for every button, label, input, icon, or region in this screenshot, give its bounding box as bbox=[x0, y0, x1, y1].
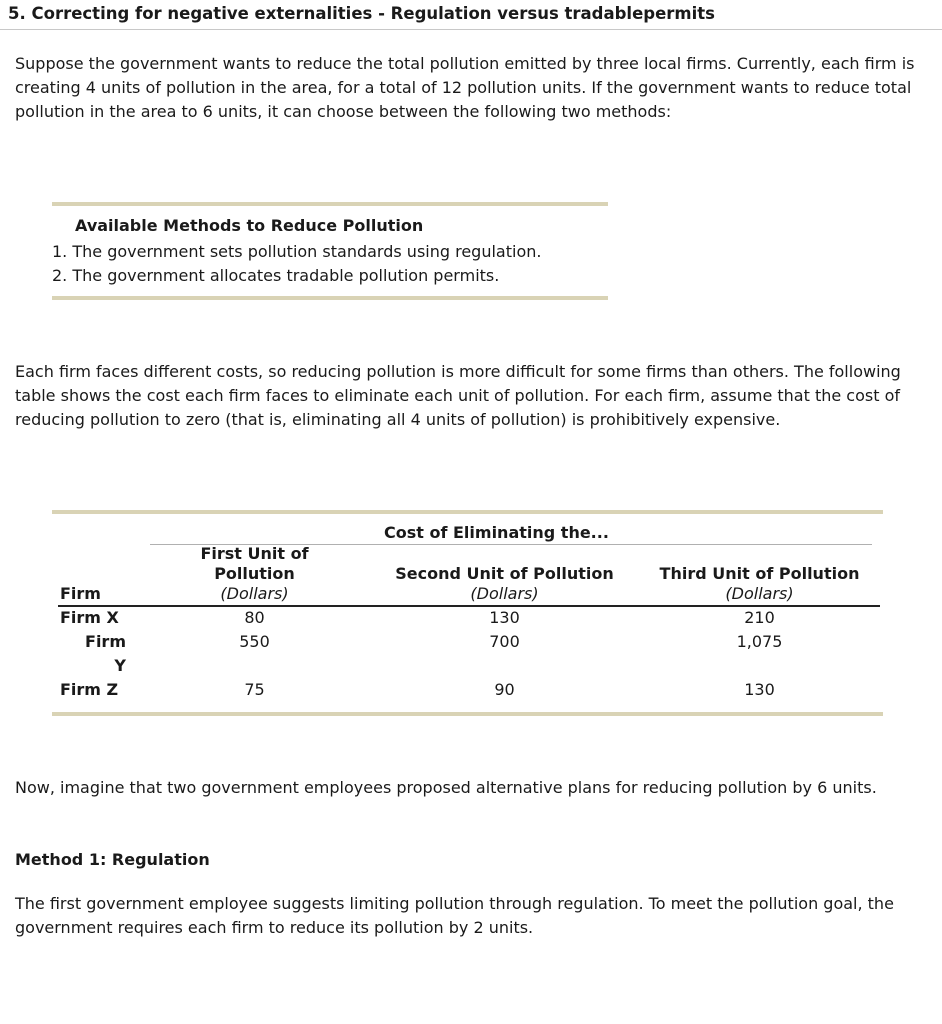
cell-y-third: 1,075 bbox=[736, 632, 783, 651]
col2-header: Second Unit of Pollution bbox=[395, 564, 614, 583]
methods-box-title: Available Methods to Reduce Pollution bbox=[75, 216, 424, 235]
header-rule bbox=[58, 605, 880, 607]
pollution-cost-table bbox=[52, 510, 883, 716]
method1-paragraph: The first government employee suggests limiting pollution through regulation. To meet the pollution goal, the government requires each firm to reduce its pollution by 2 units. bbox=[15, 894, 894, 937]
alt-plans-paragraph: Now, imagine that two government employees proposed alternative plans for reducing pollution by 6 units. bbox=[15, 778, 877, 797]
method-item-2: 2. The government allocates tradable pollution permits. bbox=[52, 266, 500, 285]
cell-z-third: 130 bbox=[744, 680, 775, 699]
intro-paragraph: Suppose the government wants to reduce the total pollution emitted by three local firms. Currently, each firm is creating 4 units of pollution in the area, for a total of 12 pollution units. If the government wants to reduce total pollution in the area to 6 units, it can choose between the following two methods: bbox=[15, 54, 915, 121]
cell-y-second: 700 bbox=[489, 632, 520, 651]
cell-x-second: 130 bbox=[489, 608, 520, 627]
costs-paragraph: Each firm faces different costs, so reducing pollution is more difficult for some firms than others. The following table shows the cost each firm faces to eliminate each unit of pollution. For each firm, assume that the cost of reducing pollution to zero (that is, eliminating all 4 units of pollution) is prohibitively expensive. bbox=[15, 362, 901, 429]
row-firm-z: Firm Z bbox=[60, 680, 119, 699]
cell-x-first: 80 bbox=[244, 608, 265, 627]
methods-box bbox=[52, 202, 608, 300]
group-header: Cost of Eliminating the... bbox=[384, 523, 609, 542]
col2-header-unit: (Dollars) bbox=[470, 584, 539, 603]
cell-z-first: 75 bbox=[244, 680, 265, 699]
col3-header-unit: (Dollars) bbox=[725, 584, 794, 603]
cell-y-first: 550 bbox=[239, 632, 270, 651]
row-firm-y-line1: Firm bbox=[85, 632, 126, 651]
col1-header-line1: First Unit of bbox=[200, 544, 309, 563]
col1-header-line2: Pollution bbox=[214, 564, 295, 583]
col3-header: Third Unit of Pollution bbox=[659, 564, 860, 583]
method-item-1: 1. The government sets pollution standards using regulation. bbox=[52, 242, 542, 261]
row-firm-y-line2: Y bbox=[114, 656, 126, 675]
cell-x-third: 210 bbox=[744, 608, 775, 627]
firm-header: Firm bbox=[60, 584, 101, 603]
page-title: 5. Correcting for negative externalities - Regulation versus tradablepermits bbox=[0, 0, 942, 30]
cell-z-second: 90 bbox=[494, 680, 515, 699]
row-firm-x: Firm X bbox=[60, 608, 119, 627]
col1-header-unit: (Dollars) bbox=[220, 584, 289, 603]
method1-heading: Method 1: Regulation bbox=[15, 850, 210, 869]
